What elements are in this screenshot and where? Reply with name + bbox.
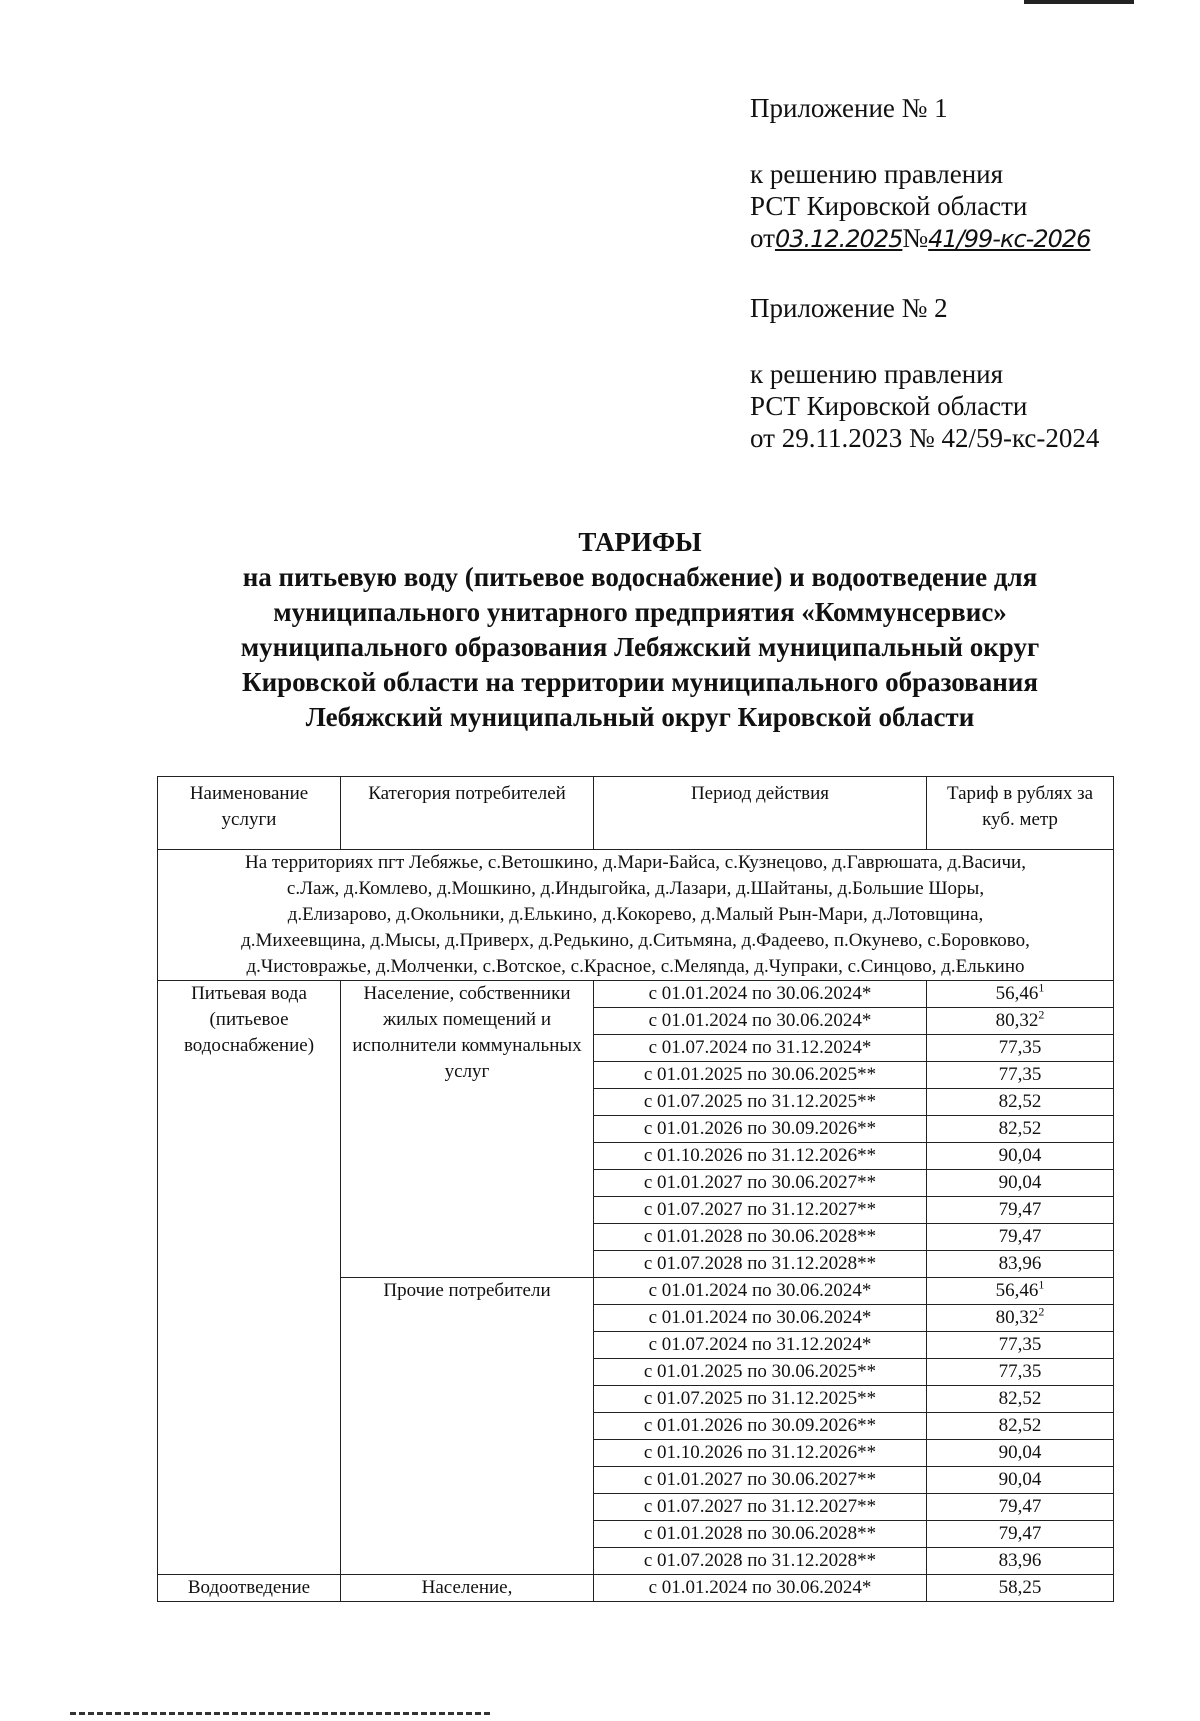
scan-mark <box>1024 0 1134 4</box>
tariff-cell <box>927 981 1114 1008</box>
period-cell: с 01.01.2027 по 30.06.2027** <box>594 1467 927 1494</box>
period-cell: с 01.07.2024 по 31.12.2024* <box>594 1332 927 1359</box>
period-cell: с 01.10.2026 по 31.12.2026** <box>594 1440 927 1467</box>
tariff-cell <box>927 1035 1114 1062</box>
tariff-footnote-mark: 2 <box>1038 1007 1045 1022</box>
tariff-cell <box>927 1386 1114 1413</box>
appendix-1-title: Приложение № 1 <box>750 93 948 123</box>
period-cell: с 01.10.2026 по 31.12.2026** <box>594 1143 927 1170</box>
tariff-value: 56,46 <box>995 1280 1039 1301</box>
tariff-value: 82,52 <box>998 1091 1042 1112</box>
tariff-cell <box>927 1170 1114 1197</box>
appendix-1-reference <box>750 158 1090 255</box>
tariff-value: 90,04 <box>998 1442 1042 1463</box>
service-cell: Водоотведение <box>158 1575 341 1602</box>
consumer-cell: Население, собственники жилых помещений и исполнители коммунальных услуг <box>341 981 594 1278</box>
tariff-footnote-mark: 1 <box>1038 980 1045 995</box>
tariff-value: 79,47 <box>998 1523 1042 1544</box>
heading-line: муниципального унитарного предприятия «Коммунсервис» <box>273 597 1007 627</box>
tariff-value: 79,47 <box>998 1496 1042 1517</box>
tariff-cell <box>927 1305 1114 1332</box>
tariff-cell <box>927 1197 1114 1224</box>
tariff-cell <box>927 1548 1114 1575</box>
period-cell: с 01.07.2024 по 31.12.2024* <box>594 1035 927 1062</box>
service-cell: Питьевая вода (питьевое водоснабжение) <box>158 981 341 1575</box>
heading-line: Лебяжский муниципальный округ Кировской области <box>305 702 975 732</box>
tariff-cell <box>927 1224 1114 1251</box>
period-cell: с 01.07.2027 по 31.12.2027** <box>594 1494 927 1521</box>
appendix-2-title: Приложение № 2 <box>750 293 948 323</box>
period-cell: с 01.01.2025 по 30.06.2025** <box>594 1359 927 1386</box>
period-cell: с 01.07.2028 по 31.12.2028** <box>594 1548 927 1575</box>
tariff-value: 90,04 <box>998 1145 1042 1166</box>
tariff-cell <box>927 1440 1114 1467</box>
tariff-cell <box>927 1521 1114 1548</box>
period-cell: с 01.01.2028 по 30.06.2028** <box>594 1521 927 1548</box>
period-cell: с 01.01.2028 по 30.06.2028** <box>594 1224 927 1251</box>
period-cell: с 01.01.2026 по 30.09.2026** <box>594 1413 927 1440</box>
appendix-2-reference <box>750 358 1099 454</box>
period-cell: с 01.01.2024 по 30.06.2024* <box>594 981 927 1008</box>
scan-edge-mark <box>70 1712 490 1715</box>
tariff-value: 82,52 <box>998 1118 1042 1139</box>
tariff-footnote-mark: 2 <box>1038 1304 1045 1319</box>
tariff-cell <box>927 1008 1114 1035</box>
period-cell: с 01.01.2025 по 30.06.2025** <box>594 1062 927 1089</box>
ref-line: к решению правления <box>750 159 1004 189</box>
tariff-cell <box>927 1143 1114 1170</box>
tariff-value: 77,35 <box>998 1334 1042 1355</box>
heading-line: муниципального образования Лебяжский муниципальный округ <box>240 632 1040 662</box>
consumer-cell: Прочие потребители <box>341 1278 594 1575</box>
tariff-value: 82,52 <box>998 1388 1042 1409</box>
tariff-cell <box>927 1332 1114 1359</box>
tariff-cell <box>927 1062 1114 1089</box>
tariff-cell <box>927 1089 1114 1116</box>
territory-cell: На территориях пгт Лебяжье, с.Ветошкино, д.Мари-Байса, с.Кузнецово, д.Гаврюшата, д.Васичи, с.Лаж, д.Комлево, д.Мошкино, д.Индыгойка, д.Лазари, д.Шайтаны, д.Большие Шоры, д.Елизарово, д.Окольники, д.Елькино, д.Кокорево, д.Малый Рын-Мари, д.Лотовщина, д.Михеевщина, д.Мысы, д.Приверх, д.Редькино, д.Ситьмяна, д.Фадеево, п.Окунево, с.Боровково, д.Чистовражье, д.Молченки, с.Вотское, с.Красное, с.Меляnда, д.Чупраки, с.Синцово, д.Елькино <box>158 850 1114 981</box>
period-cell: с 01.01.2027 по 30.06.2027** <box>594 1170 927 1197</box>
tariff-cell <box>927 1359 1114 1386</box>
heading-title: ТАРИФЫ <box>578 527 702 557</box>
consumer-cell: Население, <box>341 1575 594 1602</box>
header-period: Период действия <box>594 777 927 850</box>
tariff-footnote-mark: 1 <box>1038 1277 1045 1292</box>
tariff-value: 77,35 <box>998 1361 1042 1382</box>
tariff-cell <box>927 1467 1114 1494</box>
period-cell: с 01.07.2027 по 31.12.2027** <box>594 1197 927 1224</box>
tariffs-table <box>157 776 1114 1602</box>
period-cell: с 01.01.2024 по 30.06.2024* <box>594 1008 927 1035</box>
tariff-cell <box>927 1413 1114 1440</box>
tariff-cell <box>927 1575 1114 1602</box>
ref-line: РСТ Кировской области <box>750 191 1028 221</box>
tariff-cell <box>927 1278 1114 1305</box>
period-cell: с 01.07.2028 по 31.12.2028** <box>594 1251 927 1278</box>
period-cell: с 01.01.2024 по 30.06.2024* <box>594 1305 927 1332</box>
tariff-value: 83,96 <box>998 1253 1042 1274</box>
heading-line: на питьевую воду (питьевое водоснабжение) и водоотведение для <box>242 562 1038 592</box>
table-row <box>158 981 1114 1008</box>
territory-row <box>158 850 1114 981</box>
tariff-value: 80,32 <box>995 1307 1039 1328</box>
document-heading <box>150 525 1130 735</box>
tariff-value: 77,35 <box>998 1037 1042 1058</box>
period-cell: с 01.07.2025 по 31.12.2025** <box>594 1386 927 1413</box>
period-cell: с 01.01.2026 по 30.09.2026** <box>594 1116 927 1143</box>
table-row <box>158 1575 1114 1602</box>
header-service: Наименование услуги <box>158 777 341 850</box>
tariff-cell <box>927 1251 1114 1278</box>
ref-line: от 29.11.2023 № 42/59-кс-2024 <box>750 423 1100 453</box>
tariff-value: 79,47 <box>998 1226 1042 1247</box>
period-cell: с 01.07.2025 по 31.12.2025** <box>594 1089 927 1116</box>
tariff-value: 77,35 <box>998 1064 1042 1085</box>
tariff-cell <box>927 1494 1114 1521</box>
period-cell: с 01.01.2024 по 30.06.2024* <box>594 1278 927 1305</box>
tariff-value: 82,52 <box>998 1415 1042 1436</box>
handwritten-number: 41/99-кс-2026 <box>928 225 1091 253</box>
header-tariff: Тариф в рублях за куб. метр <box>927 777 1114 850</box>
table-header-row <box>158 777 1114 850</box>
tariff-value: 90,04 <box>998 1469 1042 1490</box>
tariff-value: 80,32 <box>995 1010 1039 1031</box>
tariff-value: 56,46 <box>995 983 1039 1004</box>
tariff-value: 83,96 <box>998 1550 1042 1571</box>
ref-date-number: от03.12.2025№41/99-кс-2026 <box>750 223 1091 253</box>
heading-line: Кировской области на территории муниципального образования <box>242 667 1038 697</box>
period-cell: с 01.01.2024 по 30.06.2024* <box>594 1575 927 1602</box>
ref-line: РСТ Кировской области <box>750 391 1028 421</box>
tariff-value: 58,25 <box>998 1577 1042 1598</box>
header-consumer: Категория потребителей <box>341 777 594 850</box>
ref-line: к решению правления <box>750 359 1004 389</box>
tariff-cell <box>927 1116 1114 1143</box>
handwritten-date: 03.12.2025 <box>774 225 903 253</box>
tariff-value: 79,47 <box>998 1199 1042 1220</box>
tariff-value: 90,04 <box>998 1172 1042 1193</box>
